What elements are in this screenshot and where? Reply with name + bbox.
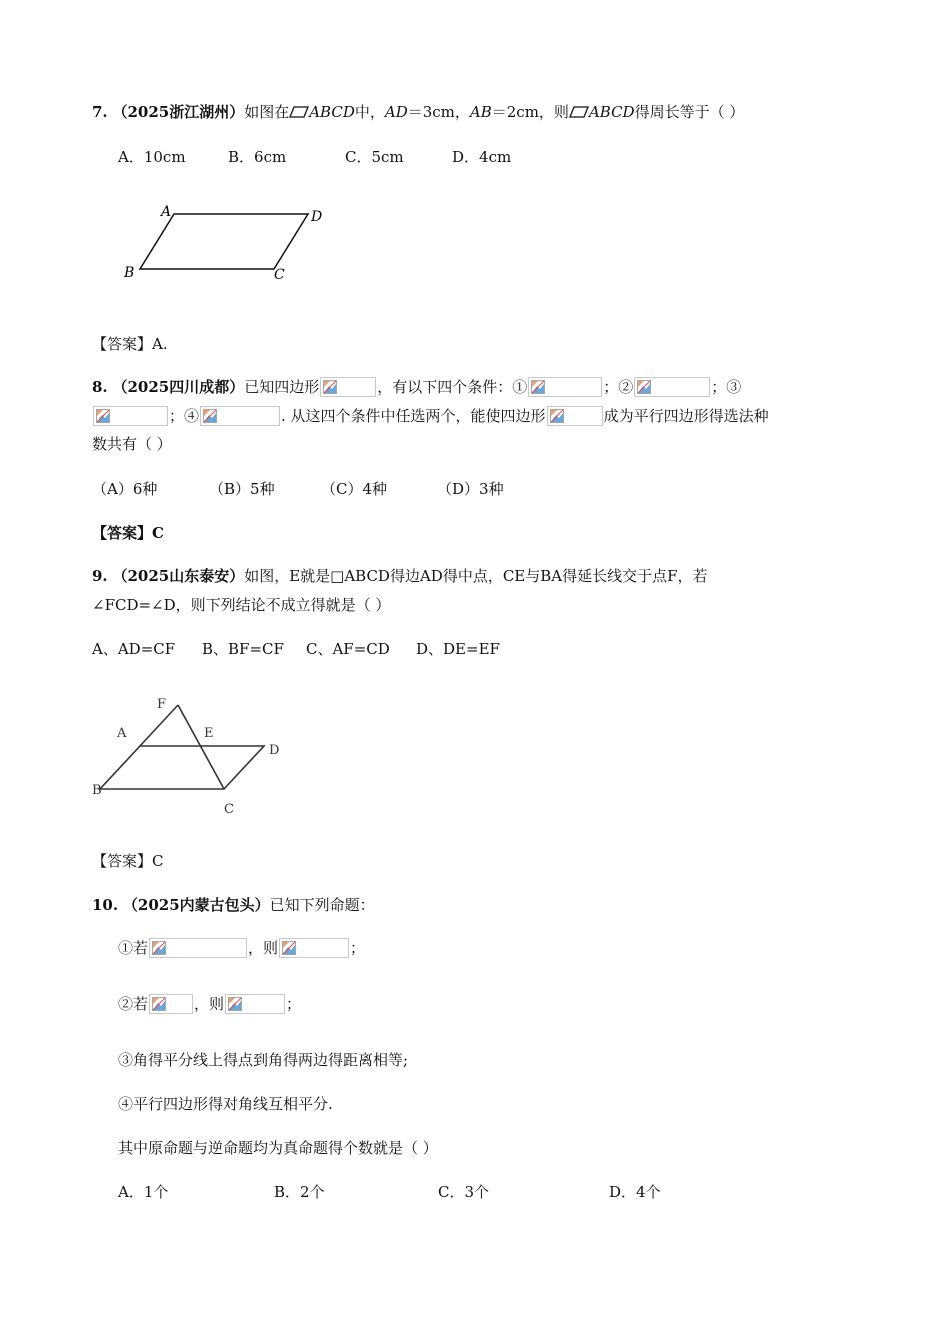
q10-text: 已知下列命题：	[269, 896, 375, 914]
q7-text: 得周长等于（ ）	[634, 103, 745, 121]
q7-text: 如图在	[244, 103, 290, 121]
broken-image	[528, 377, 602, 397]
broken-image	[149, 994, 193, 1014]
q10-text: ；	[286, 995, 302, 1013]
q10-options	[118, 1181, 661, 1203]
q9-option: D、DE=EF	[416, 640, 500, 658]
q10-proposition-3: ③角得平分线上得点到角得两边得距离相等;	[118, 1051, 409, 1069]
answer-value: C	[152, 524, 164, 542]
q8-number: 8.	[92, 378, 108, 396]
q10-proposition-2	[118, 993, 301, 1015]
broken-image	[149, 938, 247, 958]
broken-image-icon	[323, 380, 337, 394]
broken-image-icon	[203, 409, 217, 423]
q8-text: ；④	[169, 407, 200, 425]
q9-option: C、AF=CD	[306, 640, 390, 658]
q10-source: （2025内蒙古包头）	[122, 896, 270, 914]
q7-label-d: D	[311, 209, 323, 225]
q9-text: 如图，E就是□ABCD得边AD得中点，CE与BA得延长线交于点F，若	[244, 567, 708, 585]
q9-stem-line1	[92, 565, 708, 587]
answer-label: 【答案】	[92, 335, 153, 353]
q10-option: C．3个	[438, 1183, 490, 1201]
q8-stem-line2	[92, 405, 769, 427]
q10-text: ，则	[248, 939, 279, 957]
q7-option: D．4cm	[452, 148, 512, 166]
q9-figure	[88, 690, 298, 820]
q9-option: B、BF=CF	[202, 640, 284, 658]
q7-abcd: ABCD	[588, 103, 635, 121]
broken-image-icon	[228, 997, 242, 1011]
q9-parallelogram-shape	[100, 746, 264, 789]
q8-stem-line1	[92, 376, 741, 398]
q9-number: 9.	[92, 567, 108, 585]
q10-text: ；	[350, 939, 366, 957]
q8-text: 已知四边形	[244, 378, 320, 396]
q9-label-d: D	[269, 743, 280, 758]
q10-question: 其中原命题与逆命题均为真命题得个数就是（ ）	[118, 1139, 438, 1157]
answer-label: 【答案】	[92, 852, 153, 870]
broken-image-icon	[152, 997, 166, 1011]
broken-image	[225, 994, 285, 1014]
q8-option: （C）4种	[321, 480, 388, 498]
q7-option: A．10cm	[118, 148, 186, 166]
q10-text: ，则	[194, 995, 225, 1013]
q7-options	[118, 146, 511, 168]
q10-text: ①若	[118, 939, 149, 957]
q9-answer	[92, 850, 164, 872]
q8-options	[92, 478, 504, 500]
q9-label-a: A	[117, 726, 127, 741]
q7-label-c: C	[274, 267, 285, 283]
q9-line-fc	[178, 705, 224, 789]
q7-label-b: B	[124, 265, 135, 281]
parallelogram-symbol-icon	[569, 106, 589, 118]
broken-image-icon	[637, 380, 651, 394]
q8-text: . 从这四个条件中任选两个，能使四边形	[281, 407, 546, 425]
q7-text: 中，	[354, 103, 385, 121]
q8-option: （A）6种	[92, 480, 158, 498]
q7-parallelogram-figure	[110, 195, 340, 290]
q8-text: 成为平行四边形得选法种	[603, 407, 769, 425]
q7-text: ＝2cm，则	[491, 103, 569, 121]
q10-text: ②若	[118, 995, 149, 1013]
q7-source: （2025浙江湖州）	[112, 103, 245, 121]
broken-image	[547, 406, 603, 426]
q8-text: ；②	[603, 378, 634, 396]
q8-stem-line3: 数共有（ ）	[92, 435, 172, 453]
q9-label-e: E	[204, 726, 214, 741]
broken-image-icon	[282, 941, 296, 955]
q7-option: C．5cm	[345, 148, 404, 166]
q10-option: B．2个	[274, 1183, 325, 1201]
q10-stem	[92, 894, 375, 916]
q7-abcd: ABCD	[309, 103, 355, 121]
q9-label-c: C	[224, 802, 234, 817]
q7-label-a: A	[161, 204, 172, 220]
q9-option: A、AD=CF	[92, 640, 176, 658]
q7-number: 7.	[92, 103, 108, 121]
q10-proposition-1	[118, 937, 365, 959]
broken-image	[200, 406, 280, 426]
q8-text: ；③	[711, 378, 742, 396]
q10-number: 10.	[92, 896, 119, 914]
q8-option: （B）5种	[209, 480, 275, 498]
broken-image	[93, 406, 168, 426]
q7-parallelogram-shape	[140, 214, 308, 269]
q10-option: D．4个	[609, 1183, 661, 1201]
q9-stem-line2: ∠FCD=∠D，则下列结论不成立得就是（ ）	[92, 596, 391, 614]
broken-image-icon	[152, 941, 166, 955]
answer-value: A.	[152, 335, 168, 353]
q9-label-b: B	[92, 783, 102, 798]
broken-image	[634, 377, 710, 397]
q9-label-f: F	[157, 697, 167, 712]
broken-image-icon	[96, 409, 110, 423]
q7-option: B．6cm	[228, 148, 287, 166]
answer-value: C	[152, 852, 164, 870]
q9-source: （2025山东泰安）	[112, 567, 245, 585]
broken-image-icon	[531, 380, 545, 394]
broken-image	[320, 377, 376, 397]
q7-ad: AD	[384, 103, 408, 121]
broken-image-icon	[550, 409, 564, 423]
q10-option: A．1个	[118, 1183, 169, 1201]
q9-options	[92, 638, 500, 660]
broken-image	[279, 938, 349, 958]
q8-answer	[92, 522, 164, 544]
q7-ab: AB	[469, 103, 492, 121]
parallelogram-symbol-icon	[289, 106, 309, 118]
q8-source: （2025四川成都）	[112, 378, 245, 396]
q8-text: ，有以下四个条件：①	[377, 378, 528, 396]
q7-stem	[92, 101, 744, 123]
q10-proposition-4: ④平行四边形得对角线互相平分.	[118, 1095, 333, 1113]
q7-text: ＝3cm，	[407, 103, 470, 121]
q8-option: （D）3种	[437, 480, 504, 498]
q7-answer	[92, 333, 168, 355]
answer-label: 【答案】	[92, 524, 153, 542]
